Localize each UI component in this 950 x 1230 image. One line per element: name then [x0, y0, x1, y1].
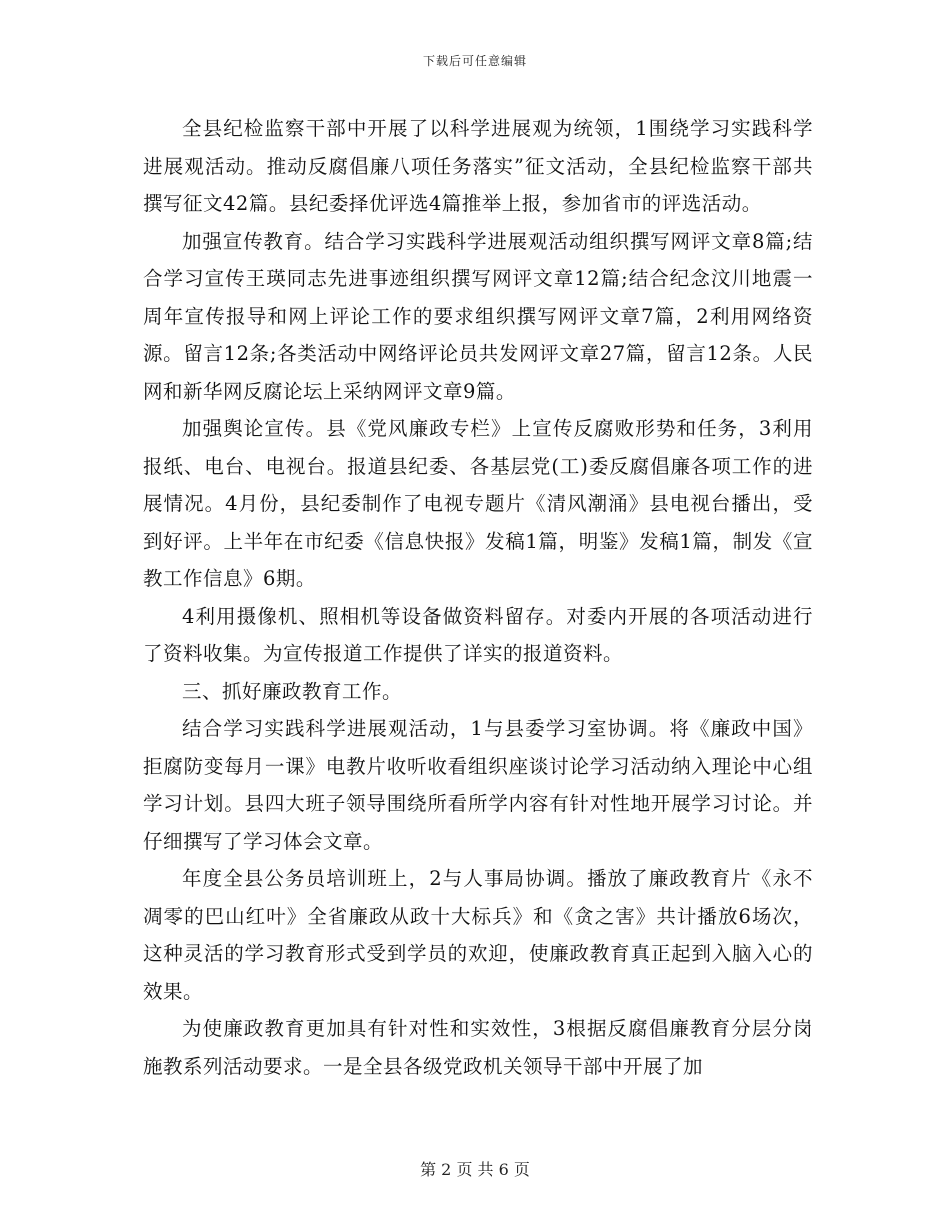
paragraph-media-publicity: 加强舆论宣传。县《党风廉政专栏》上宣传反腐败形势和任务，3利用报纸、电台、电视台。报道县纪委、各基层党(工)委反腐倡廉各项工作的进展情况。4月份，县纪委制作了电视专题片《清风潮涌》县电视台播出，受到好评。上半年在市纪委《信息快报》发稿1篇，明鉴》发稿1篇，制发《宣教工作信息》6期。 — [143, 417, 813, 590]
paragraph-tiered-education: 为使廉政教育更加具有针对性和实效性，3根据反腐倡廉教育分层分岗施教系列活动要求。一是全县各级党政机关领导干部中开展了加 — [143, 1017, 813, 1078]
page-header: 下载后可任意编辑 — [422, 54, 527, 68]
page-number: 第 2 页 共 6 页 — [420, 1160, 530, 1179]
paragraph-archive-materials: 4利用摄像机、照相机等设备做资料留存。对委内开展的各项活动进行了资料收集。为宣传报道工作提供了详实的报道资料。 — [143, 604, 813, 665]
paragraph-essay-activity: 全县纪检监察干部中开展了以科学进展观为统领，1围绕学习实践科学进展观活动。推动反腐倡廉八项任务落实”征文活动，全县纪检监察干部共撰写征文42篇。县纪委择优评选4篇推举上报，参加省市的评选活动。 — [143, 117, 813, 215]
paragraph-civil-servant-training: 年度全县公务员培训班上，2与人事局协调。播放了廉政教育片《永不凋零的巴山红叶》全省廉政从政十大标兵》和《贪之害》共计播放6场次，这种灵活的学习教育形式受到学员的欢迎，使廉政教育真正起到入脑入心的效果。 — [143, 867, 813, 1003]
document-body — [143, 110, 813, 1085]
paragraph-study-coordination: 结合学习实践科学进展观活动，1与县委学习室协调。将《廉政中国》拒腐防变每月一课》电教片收听收看组织座谈讨论学习活动纳入理论中心组学习计划。县四大班子领导围绕所看所学内容有针对性地开展学习讨论。并仔细撰写了学习体会文章。 — [143, 717, 813, 853]
paragraph-publicity-education: 加强宣传教育。结合学习实践科学进展观活动组织撰写网评文章8篇;结合学习宣传王瑛同志先进事迹组织撰写网评文章12篇;结合纪念汶川地震一周年宣传报导和网上评论工作的要求组织撰写网评文章7篇，2利用网络资源。留言12条;各类活动中网络评论员共发网评文章27篇，留言12条。人民网和新华网反腐论坛上采纳网评文章9篇。 — [143, 229, 813, 403]
section-heading-integrity-education: 三、抓好廉政教育工作。 — [182, 679, 403, 703]
